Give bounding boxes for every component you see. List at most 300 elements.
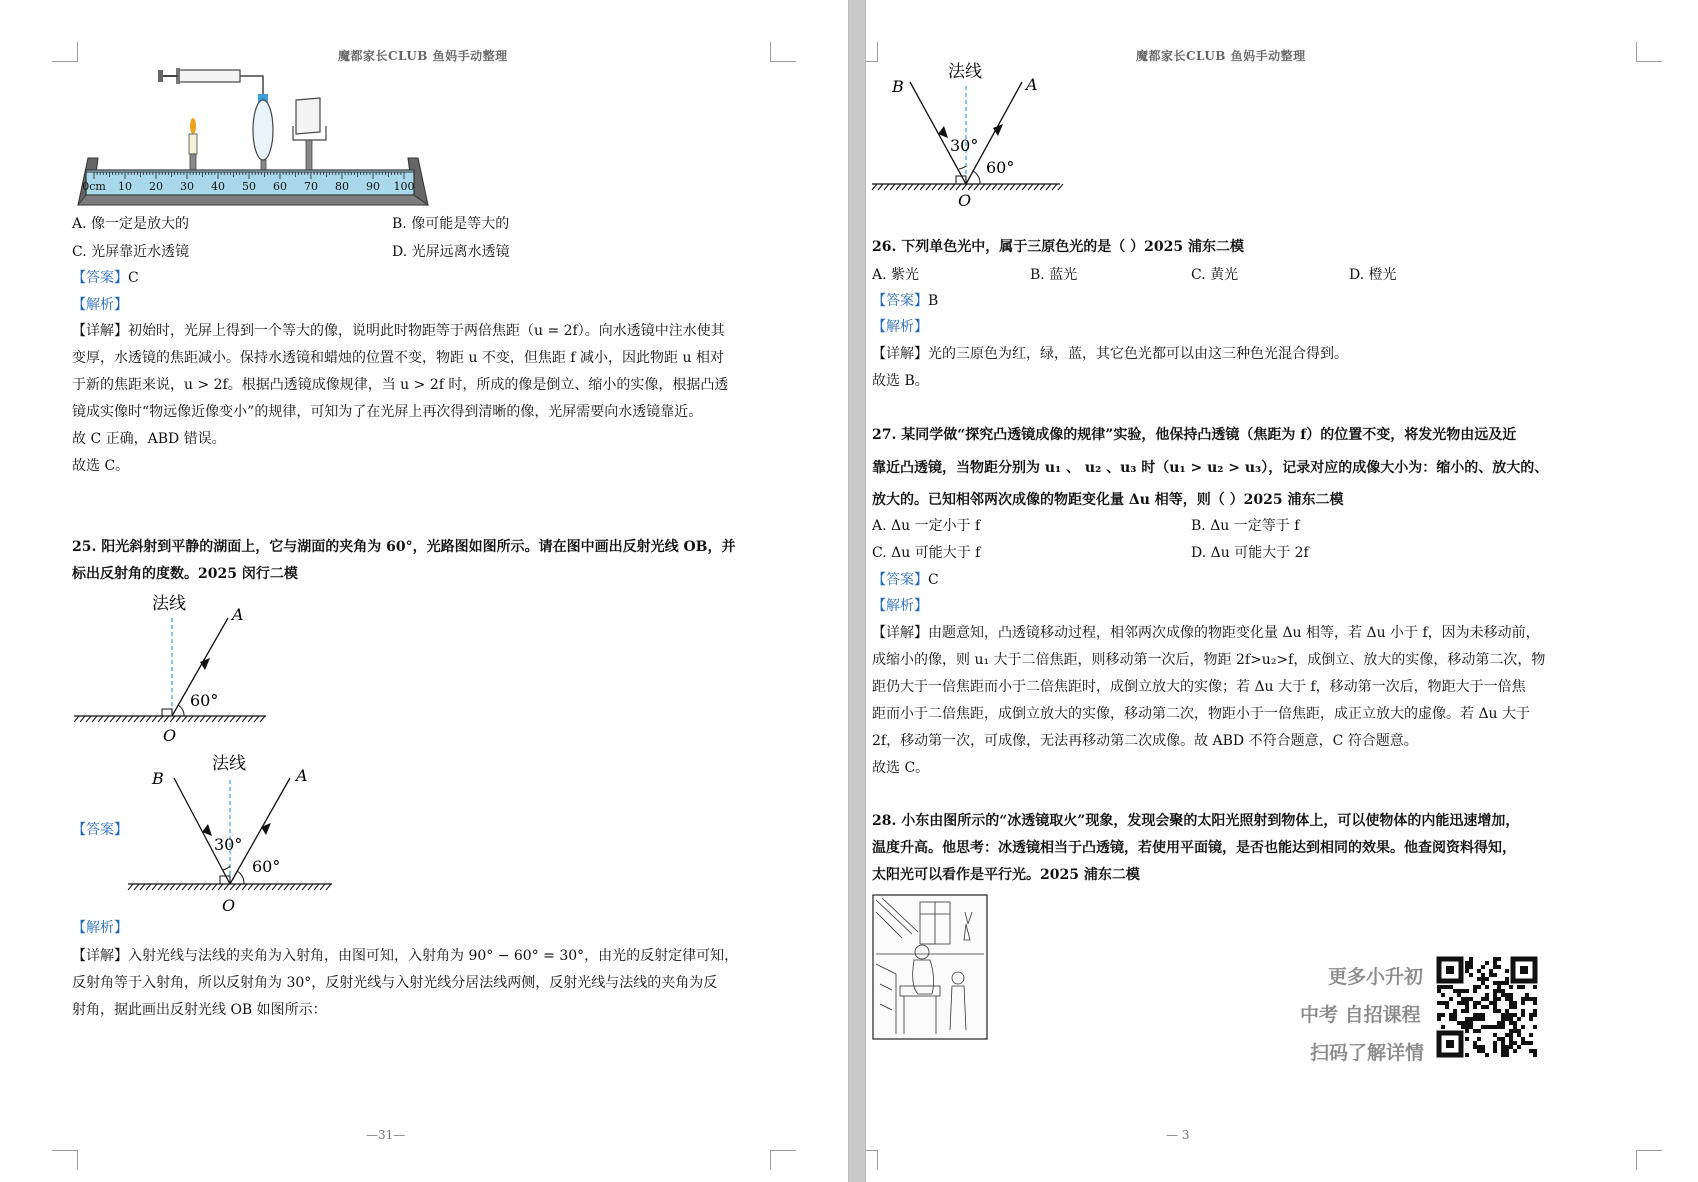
hatch-stroke — [914, 184, 919, 190]
promo-line-1: 更多小升初 — [1328, 966, 1424, 988]
hatch-stroke — [248, 716, 253, 722]
hatch-stroke — [242, 716, 247, 722]
qr-module — [1509, 985, 1513, 989]
hatch-stroke — [224, 716, 229, 722]
question-28-line: 温度升高。他思考：冰透镜相当于凸透镜，若使用平面镜，是否也能达到相同的效果。他查阅资料得知， — [872, 840, 1516, 856]
qr-module — [1521, 1041, 1525, 1045]
qr-module — [1465, 1021, 1469, 1025]
qr-module — [1497, 1021, 1501, 1025]
hatch-stroke — [188, 716, 193, 722]
hatch-stroke — [146, 884, 151, 890]
question-28-line: 太阳光可以看作是平行光。2025 浦东二模 — [872, 867, 1140, 883]
hatch-stroke — [302, 884, 307, 890]
promo-line-2: 中考 自招课程 — [1300, 1004, 1421, 1026]
qr-module — [1477, 1045, 1481, 1049]
qr-module — [1457, 993, 1461, 997]
hatch-stroke — [314, 884, 319, 890]
optical-bench-figure — [78, 60, 468, 230]
option-c: C. 光屏靠近水透镜 — [72, 244, 190, 260]
qr-module — [1473, 985, 1477, 989]
qr-module — [1465, 1009, 1469, 1013]
hatch-stroke — [98, 716, 103, 722]
hatch-stroke — [266, 884, 271, 890]
hatch-stroke — [944, 184, 949, 190]
qr-module — [1481, 1013, 1485, 1017]
hatch-stroke — [326, 884, 331, 890]
qr-module — [1529, 1041, 1533, 1045]
hatch-stroke — [278, 884, 283, 890]
qr-module — [1461, 1021, 1465, 1025]
hatch-stroke — [194, 884, 199, 890]
qr-module — [1505, 1053, 1509, 1057]
qr-module — [1513, 1005, 1517, 1009]
hatch-stroke — [176, 716, 181, 722]
qr-module — [1501, 1049, 1505, 1053]
qr-module — [1485, 997, 1489, 1001]
qr-module — [1457, 989, 1461, 993]
crop-mark — [1636, 1150, 1662, 1170]
qr-module — [1453, 1013, 1457, 1017]
qr-module — [1505, 969, 1509, 973]
point-o-label: O — [958, 191, 972, 210]
qr-module — [1477, 1049, 1481, 1053]
hatch-stroke — [92, 716, 97, 722]
hatch-stroke — [986, 184, 991, 190]
qr-module — [1517, 985, 1521, 989]
qr-module — [1469, 957, 1473, 961]
detail-line: 距仍大于一倍焦距而小于二倍焦距时，成倒立放大的实像；若 Δu 大于 f，移动第一次后，物距大于一倍焦 — [872, 679, 1526, 695]
qr-module — [1481, 977, 1485, 981]
qr-module — [1465, 1005, 1469, 1009]
hatch-stroke — [1034, 184, 1039, 190]
answer-value: B — [928, 293, 939, 309]
qr-module — [1473, 1017, 1477, 1021]
qr-module — [1465, 1017, 1469, 1021]
page-number: —31— — [366, 1128, 406, 1142]
qr-module — [1473, 1013, 1477, 1017]
hatch-stroke — [992, 184, 997, 190]
hatch-stroke — [122, 716, 127, 722]
question-25-line: 标出反射角的度数。2025 闵行二模 — [72, 566, 298, 582]
page-number: — 3 — [1166, 1128, 1190, 1142]
bench-tick-label: 30 — [180, 180, 194, 193]
qr-module — [1533, 1013, 1537, 1017]
qr-module — [1453, 989, 1457, 993]
hatch-stroke — [1010, 184, 1015, 190]
hatch-stroke — [260, 884, 265, 890]
qr-module — [1469, 961, 1473, 965]
qr-module — [1477, 1037, 1481, 1041]
hatch-stroke — [206, 884, 211, 890]
detail-text: 由题意知，凸透镜移动过程，相邻两次成像的物距变化量 Δu 相等，若 Δu 小于 f，因为未移动前， — [928, 625, 1540, 641]
hatch-stroke — [908, 184, 913, 190]
question-27-line: 放大的。已知相邻两次成像的物距变化量 Δu 相等，则（ ）2025 浦东二模 — [872, 492, 1344, 508]
conclusion-line: 故选 B。 — [872, 373, 929, 389]
qr-module — [1465, 1029, 1469, 1033]
qr-module — [1509, 1005, 1513, 1009]
qr-module — [1525, 997, 1529, 1001]
qr-module — [1473, 1029, 1477, 1033]
analysis-label: 【解析】 — [872, 319, 928, 335]
qr-module — [1465, 989, 1469, 993]
hatch-stroke — [80, 716, 85, 722]
qr-module — [1485, 1053, 1489, 1057]
hatch-stroke — [254, 716, 259, 722]
question-25-line: 25. 阳光斜射到平静的湖面上，它与湖面的夹角为 60°，光路图如图所示。请在图中画出反射光线 OB，并 — [72, 539, 736, 555]
qr-module — [1509, 997, 1513, 1001]
qr-module — [1493, 1045, 1497, 1049]
qr-module — [1505, 977, 1509, 981]
detail-text: 初始时，光屏上得到一个等大的像，说明此时物距等于两倍焦距（u = 2f）。向水透镜中注水使其 — [128, 323, 725, 339]
qr-module — [1477, 1013, 1481, 1017]
analysis-label: 【解析】 — [72, 297, 128, 313]
qr-module — [1457, 1001, 1461, 1005]
angle-label: 60° — [190, 691, 219, 710]
hatch-stroke — [254, 884, 259, 890]
qr-module — [1505, 997, 1509, 1001]
question-26: 26. 下列单色光中，属于三原色光的是（ ）2025 浦东二模 — [872, 239, 1244, 255]
hatch-stroke — [320, 884, 325, 890]
qr-module — [1449, 1013, 1453, 1017]
hatch-stroke — [134, 716, 139, 722]
hatch-stroke — [296, 884, 301, 890]
qr-module — [1493, 1005, 1497, 1009]
detail-line: 成缩小的像，则 u₁ 大于二倍焦距，则移动第一次后，物距 2f>u₂>f，成倒立、放大的实像，移动第二次，物 — [872, 652, 1546, 668]
qr-module — [1457, 1021, 1461, 1025]
hatch-stroke — [194, 716, 199, 722]
qr-module — [1445, 1005, 1449, 1009]
qr-module — [1501, 981, 1505, 985]
qr-module — [1461, 1001, 1465, 1005]
hatch-stroke — [182, 716, 187, 722]
qr-module — [1493, 997, 1497, 1001]
hatch-stroke — [140, 884, 145, 890]
qr-module — [1469, 1025, 1473, 1029]
qr-module — [1497, 981, 1501, 985]
qr-module — [1505, 981, 1509, 985]
detail-line: 变厚，水透镜的焦距减小。保持水透镜和蜡烛的位置不变，物距 u 不变，但焦距 f 减小，因此物距 u 相对 — [72, 350, 724, 366]
qr-module — [1493, 993, 1497, 997]
hatch-stroke — [164, 716, 169, 722]
qr-module — [1465, 1037, 1469, 1041]
hatch-stroke — [284, 884, 289, 890]
hatch-stroke — [176, 884, 181, 890]
qr-module — [1465, 1025, 1469, 1029]
qr-module — [1501, 1013, 1505, 1017]
qr-module — [1461, 1009, 1465, 1013]
qr-module — [1497, 1009, 1501, 1013]
qr-module — [1481, 997, 1485, 1001]
qr-module — [1517, 1045, 1521, 1049]
hatch-stroke — [1028, 184, 1033, 190]
qr-module — [1449, 985, 1453, 989]
answer-label: 【答案】 — [872, 293, 928, 309]
qr-module — [1521, 1001, 1525, 1005]
qr-module — [1533, 1049, 1537, 1053]
analysis-label: 【解析】 — [72, 920, 128, 936]
qr-module — [1533, 1001, 1537, 1005]
reflection-answer-diagram — [128, 750, 338, 915]
detail-label: 【详解】 — [872, 346, 928, 362]
hatch-stroke — [290, 884, 295, 890]
qr-module — [1441, 1013, 1445, 1017]
qr-module — [1469, 973, 1473, 977]
qr-module — [1529, 997, 1533, 1001]
point-a-label: A — [1026, 75, 1038, 94]
qr-module — [1493, 957, 1497, 961]
document-page-right — [866, 0, 1698, 1182]
hatch-stroke — [158, 716, 163, 722]
qr-module — [1529, 1049, 1533, 1053]
crop-mark — [52, 1150, 78, 1170]
hatch-stroke — [134, 884, 139, 890]
hatch-stroke — [1022, 184, 1027, 190]
qr-module — [1509, 1033, 1513, 1037]
document-page-left — [0, 0, 848, 1182]
qr-module — [1501, 1045, 1505, 1049]
qr-module — [1513, 1013, 1517, 1017]
qr-module — [1497, 1037, 1501, 1041]
qr-module — [1437, 1013, 1441, 1017]
hatch-stroke — [128, 884, 133, 890]
hatch-stroke — [1016, 184, 1021, 190]
hatch-stroke — [110, 716, 115, 722]
option-b: B. 蓝光 — [1030, 267, 1078, 283]
crop-mark — [1636, 42, 1662, 62]
qr-module — [1505, 1013, 1509, 1017]
hatch-stroke — [242, 884, 247, 890]
page-header: 魔都家长CLUB 鱼妈手动整理 — [1136, 49, 1306, 63]
qr-module — [1533, 997, 1537, 1001]
qr-module — [1477, 1017, 1481, 1021]
hatch-stroke — [170, 884, 175, 890]
detail-line: 距而小于二倍焦距，成倒立放大的实像，移动第二次，物距小于一倍焦距，成正立放大的虚像。若 Δu 大于 — [872, 706, 1531, 722]
hatch-stroke — [212, 716, 217, 722]
angle-30-label: 30° — [950, 136, 979, 155]
qr-module — [1529, 1013, 1533, 1017]
qr-module — [1473, 989, 1477, 993]
qr-module — [1465, 1053, 1469, 1057]
hatch-stroke — [902, 184, 907, 190]
qr-module — [1481, 1005, 1485, 1009]
qr-module — [1485, 993, 1489, 997]
qr-module — [1529, 1033, 1533, 1037]
hatch-stroke — [188, 884, 193, 890]
detail-line — [72, 946, 738, 966]
point-b-label: B — [152, 769, 164, 788]
qr-module — [1521, 1009, 1525, 1013]
qr-module — [1489, 973, 1493, 977]
hatch-stroke — [104, 716, 109, 722]
qr-module — [1473, 1045, 1477, 1049]
detail-label: 【详解】 — [872, 625, 928, 641]
crop-mark — [770, 42, 796, 62]
qr-module — [1485, 985, 1489, 989]
point-o-label: O — [163, 726, 177, 745]
option-d: D. 橙光 — [1349, 267, 1397, 283]
qr-module — [1501, 1053, 1505, 1057]
hatch-stroke — [158, 884, 163, 890]
hatch-stroke — [152, 884, 157, 890]
detail-text: 光的三原色为红，绿，蓝，其它色光都可以由这三种色光混合得到。 — [928, 346, 1348, 362]
qr-module — [1469, 1017, 1473, 1021]
surface-hatching — [74, 716, 265, 722]
detail-line: 反射角等于入射角，所以反射角为 30°，反射光线与入射光线分居法线两侧，反射光线与法线的夹角为反 — [72, 975, 718, 991]
hatch-stroke — [932, 184, 937, 190]
qr-module — [1517, 1017, 1521, 1021]
hatch-stroke — [974, 184, 979, 190]
hatch-stroke — [218, 884, 223, 890]
qr-module — [1521, 1025, 1525, 1029]
qr-module — [1509, 1037, 1513, 1041]
qr-module — [1497, 985, 1501, 989]
answer-value: C — [928, 572, 939, 588]
qr-module — [1497, 997, 1501, 1001]
qr-module — [1493, 989, 1497, 993]
qr-module — [1481, 1045, 1485, 1049]
qr-module — [1525, 1041, 1529, 1045]
answer-row — [872, 570, 939, 590]
qr-module — [1441, 1025, 1445, 1029]
qr-module — [1501, 1041, 1505, 1045]
qr-module — [1521, 985, 1525, 989]
qr-code-icon[interactable] — [1436, 956, 1538, 1058]
detail-line: 故 C 正确，ABD 错误。 — [72, 431, 226, 447]
hatch-stroke — [200, 884, 205, 890]
qr-module — [1513, 1021, 1517, 1025]
qr-module — [1481, 1025, 1485, 1029]
detail-label: 【详解】 — [72, 948, 128, 964]
qr-module — [1493, 1009, 1497, 1013]
option-a: A. Δu 一定小于 f — [872, 518, 981, 534]
hatch-stroke — [152, 716, 157, 722]
qr-module — [1445, 1001, 1449, 1005]
qr-module — [1485, 977, 1489, 981]
qr-module — [1465, 1001, 1469, 1005]
hatch-stroke — [74, 716, 79, 722]
hatch-stroke — [218, 716, 223, 722]
qr-module — [1509, 993, 1513, 997]
hatch-stroke — [116, 716, 121, 722]
hatch-stroke — [1058, 184, 1063, 190]
qr-module — [1473, 1005, 1477, 1009]
hatch-stroke — [230, 716, 235, 722]
angle-30-label: 30° — [214, 835, 243, 854]
qr-module — [1465, 997, 1469, 1001]
page-header: 魔都家长CLUB 鱼妈手动整理 — [338, 49, 508, 63]
surface-hatching — [128, 884, 331, 890]
hatch-stroke — [236, 884, 241, 890]
qr-module — [1465, 965, 1469, 969]
qr-module — [1489, 1025, 1493, 1029]
point-b-label: B — [892, 77, 904, 96]
promo-line-3: 扫码了解详情 — [1310, 1042, 1425, 1064]
crop-mark — [770, 1150, 796, 1170]
answer-row — [72, 268, 139, 288]
question-27-line: 27. 某同学做“探究凸透镜成像的规律”实验，他保持凸透镜（焦距为 f）的位置不变，将发光物由远及近 — [872, 427, 1517, 443]
hatch-stroke — [968, 184, 973, 190]
qr-module — [1513, 1029, 1517, 1033]
detail-label: 【详解】 — [72, 323, 128, 339]
qr-module — [1481, 981, 1485, 985]
hatch-stroke — [230, 884, 235, 890]
qr-module — [1505, 1017, 1509, 1021]
qr-module — [1497, 957, 1501, 961]
hatch-stroke — [938, 184, 943, 190]
qr-module — [1477, 985, 1481, 989]
bench-tick-label: 10 — [118, 180, 132, 193]
hatch-stroke — [920, 184, 925, 190]
normal-label: 法线 — [152, 594, 186, 614]
qr-module — [1469, 997, 1473, 1001]
qr-module — [1481, 1049, 1485, 1053]
qr-module — [1509, 1045, 1513, 1049]
hatch-stroke — [272, 884, 277, 890]
qr-module — [1453, 1009, 1457, 1013]
hatch-stroke — [998, 184, 1003, 190]
bench-tick-label: 20 — [149, 180, 163, 193]
qr-module — [1501, 993, 1505, 997]
qr-module — [1469, 1021, 1473, 1025]
qr-module — [1449, 1017, 1453, 1021]
qr-module — [1501, 1021, 1505, 1025]
crop-mark — [866, 1150, 878, 1170]
qr-module — [1489, 969, 1493, 973]
hatch-stroke — [140, 716, 145, 722]
option-c: C. 黄光 — [1191, 267, 1239, 283]
qr-module — [1461, 997, 1465, 1001]
qr-module — [1513, 1049, 1517, 1053]
normal-label: 法线 — [212, 754, 246, 774]
answer-label: 【答案】 — [72, 822, 128, 838]
qr-module — [1473, 1001, 1477, 1005]
qr-module — [1493, 1041, 1497, 1045]
qr-module — [1509, 1029, 1513, 1033]
hatch-stroke — [182, 884, 187, 890]
hatch-stroke — [146, 716, 151, 722]
hatch-stroke — [128, 716, 133, 722]
bench-tick-label: 40 — [211, 180, 225, 193]
qr-module — [1489, 1001, 1493, 1005]
hatch-stroke — [86, 716, 91, 722]
hatch-stroke — [956, 184, 961, 190]
question-27-line: 靠近凸透镜，当物距分别为 u₁ 、 u₂ 、u₃ 时（u₁ > u₂ > u₃），记录对应的成像大小为：缩小的、放大的、 — [872, 460, 1549, 476]
hatch-stroke — [1052, 184, 1057, 190]
hatch-stroke — [164, 884, 169, 890]
qr-module — [1437, 1017, 1441, 1021]
qr-module — [1449, 997, 1453, 1001]
qr-module — [1525, 993, 1529, 997]
qr-module — [1493, 981, 1497, 985]
qr-module — [1501, 1037, 1505, 1041]
option-d: D. 光屏远离水透镜 — [392, 244, 510, 260]
point-a-label: A — [296, 766, 308, 785]
option-d: D. Δu 可能大于 2f — [1191, 545, 1309, 561]
qr-module — [1513, 1025, 1517, 1029]
hatch-stroke — [1046, 184, 1051, 190]
detail-text: 入射光线与法线的夹角为入射角，由图可知，入射角为 90° − 60° = 30°，由光的反射定律可知， — [128, 948, 739, 964]
hatch-stroke — [872, 184, 877, 190]
qr-module — [1509, 1017, 1513, 1021]
qr-module — [1521, 997, 1525, 1001]
hatch-stroke — [206, 716, 211, 722]
angle-60-label: 60° — [986, 158, 1015, 177]
qr-module — [1485, 1025, 1489, 1029]
qr-module — [1473, 1041, 1477, 1045]
answer-label: 【答案】 — [872, 572, 928, 588]
hatch-stroke — [1004, 184, 1009, 190]
qr-module — [1521, 1037, 1525, 1041]
